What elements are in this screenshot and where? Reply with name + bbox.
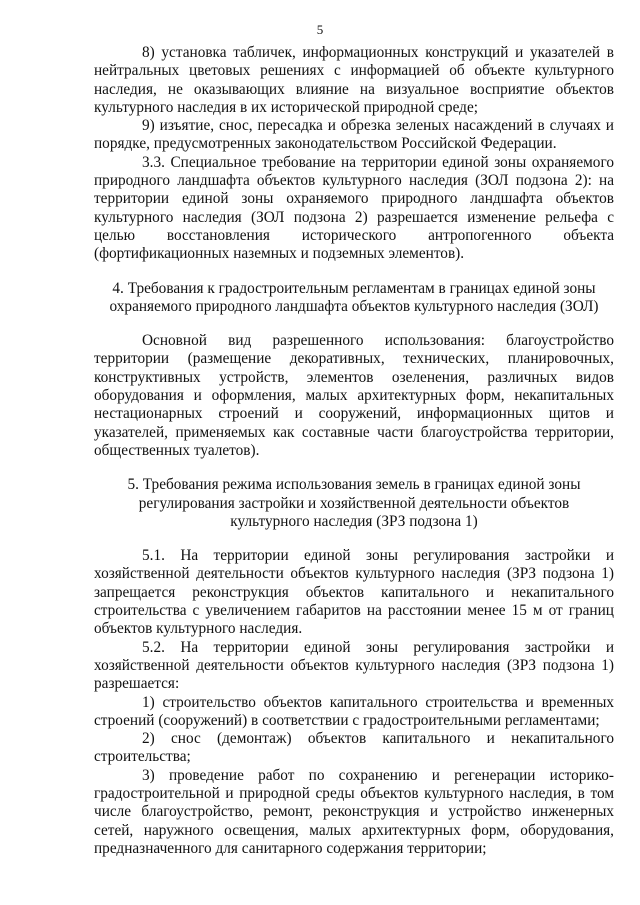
paragraph-5-1: 5.1. На территории единой зоны регулирования застройки и хозяйственной деятельности объектов культурного наследия (ЗРЗ подзона 1) запрещается реконструкция объектов капитального и некапитального строительства с увеличением габаритов на расстоянии менее 15 м от границ объектов культурного наследия. bbox=[94, 547, 614, 638]
document-body bbox=[94, 44, 614, 858]
paragraph-5-2-item-2: 2) снос (демонтаж) объектов капитального и некапитального строительства; bbox=[94, 730, 614, 766]
spacer bbox=[94, 460, 614, 476]
section-heading-4: 4. Требования к градостроительным регламентам в границах единой зоны охраняемого природного ландшафта объектов культурного наследия (ЗОЛ) bbox=[109, 279, 599, 315]
paragraph-5-2: 5.2. На территории единой зоны регулирования застройки и хозяйственной деятельности объектов культурного наследия (ЗРЗ подзона 1) разрешается: bbox=[94, 638, 614, 693]
spacer bbox=[94, 316, 614, 332]
spacer bbox=[94, 531, 614, 547]
spacer bbox=[94, 264, 614, 280]
paragraph-5-2-item-1: 1) строительство объектов капитального строительства и временных строений (сооружений) в соответствии с градостроительными регламентами; bbox=[94, 693, 614, 729]
paragraph-5-2-item-3: 3) проведение работ по сохранению и регенерации историко-градостроительной и природной среды объектов культурного наследия, в том числе благоустройство, ремонт, реконструкция и устройство инженерных сетей, наружного освещения, малых архитектурных форм, оборудования, предназначенного для санитарного содержания территории; bbox=[94, 766, 614, 857]
paragraph-item-9: 9) изъятие, снос, пересадка и обрезка зеленых насаждений в случаях и порядке, предусмотренных законодательством Российской Федерации. bbox=[94, 117, 614, 153]
section-heading-5: 5. Требования режима использования земель в границах единой зоны регулирования застройки и хозяйственной деятельности объектов культурного наследия (ЗРЗ подзона 1) bbox=[127, 476, 581, 530]
paragraph-item-8: 8) установка табличек, информационных конструкций и указателей в нейтральных цветовых решениях с информацией об объекте культурного наследия, не оказывающих влияние на визуальное восприятие объектов культурного наследия в их исторической природной среде; bbox=[94, 44, 614, 116]
paragraph-section-4: Основной вид разрешенного использования: благоустройство территории (размещение декоративных, технических, планировочных, конструктивных устройств, элементов озеленения, различных видов оборудования и оформления, малых архитектурных форм, некапитальных нестационарных строений и сооружений, информационных щитов и указателей, применяемых как составные части благоустройства территории, общественных туалетов). bbox=[94, 332, 614, 459]
page-number: 5 bbox=[316, 22, 324, 37]
paragraph-3-3: 3.3. Специальное требование на территории единой зоны охраняемого природного ландшафта объектов культурного наследия (ЗОЛ подзона 2): на территории единой зоны охраняемого природного ландшафта объектов культурного наследия (ЗОЛ подзона 2) разрешается изменение рельефа с целью восстановления исторического антропогенного объекта (фортификационных наземных и подземных элементов). bbox=[94, 153, 614, 263]
